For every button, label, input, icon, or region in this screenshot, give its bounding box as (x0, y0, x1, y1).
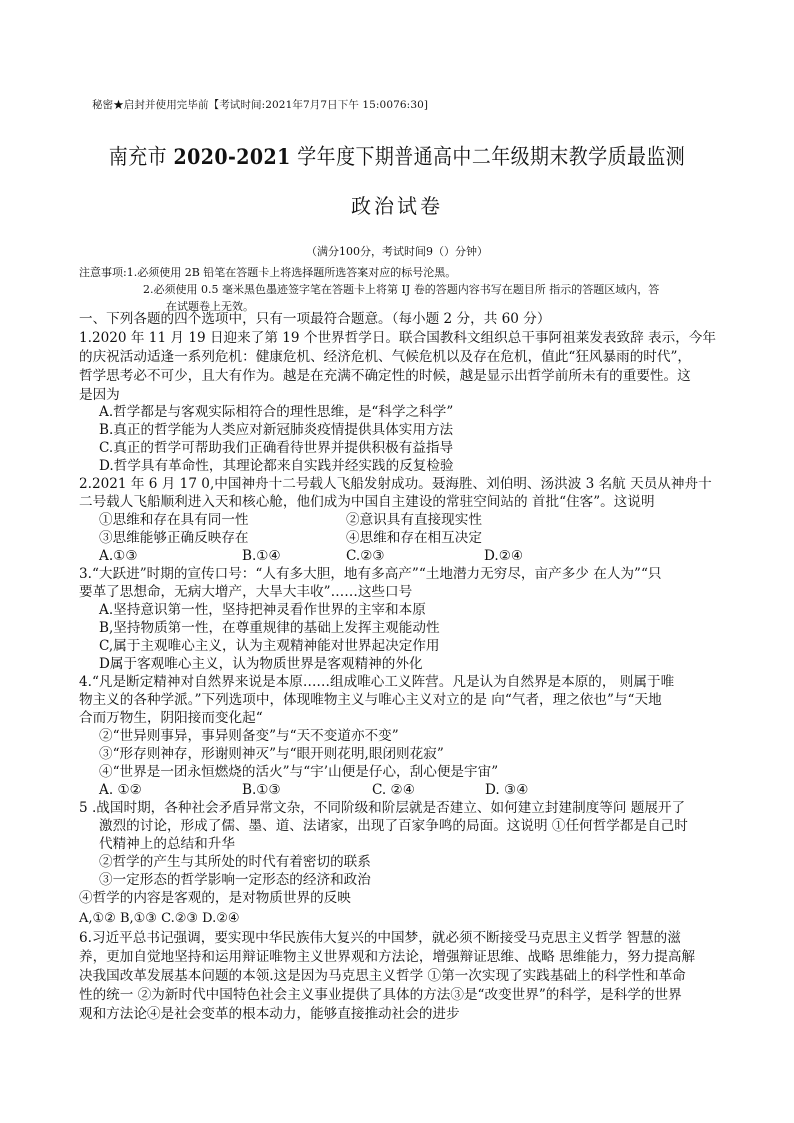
q4-choice-c: C. ②④ (372, 782, 415, 798)
q2-choice-b: B.①④ (242, 548, 281, 564)
q4-statement-4: ④“世界是一团永恒燃烧的活火”与“宇’山便是仔心，刮心便是宇宙” (99, 764, 499, 780)
q6-stem-line: 性的统一 ②为新时代中国特色社会主义事业提供了具体的方法③是“改变世界”的科学，是科学的世界 (79, 987, 682, 1003)
q3-option-d: D属于客观唯心主义，认为物质世界是客观精神的外化 (99, 656, 423, 672)
q4-choice-d: D. ③④ (485, 782, 529, 798)
q1-stem-line: 哲学思考必不可少，且大有作为。越是在充满不确定性的时候，越是显示出哲学前所未有的重要性。这 (79, 368, 691, 384)
q6-stem-line: 决我国改革发展基本问题的本领.这是因为马克思主义哲学 ①第一次实现了实践基础上的科学性和革命 (79, 968, 686, 984)
q4-stem-line: 4.“凡是断定精神对自然界来说是本原……组成唯心工义阵营。凡是认为自然界是本原的， 则属于唯 (79, 674, 675, 690)
notice-line-3: 在试题卷上无效。 (166, 300, 254, 313)
q1-option-d: D.哲学具有革命性，其理论都来自实践并经实践的反复检验 (99, 458, 454, 474)
q6-stem-line: 观和方法论④是社会变革的根本动力，能够直接推动社会的进步 (79, 1006, 460, 1022)
confidential-note: 秘密★启封并使用完毕前【考试时间:2021年7月7日下午 15:0076:30] (92, 99, 429, 111)
q2-statement-2: ②意识具有直接现实性 (346, 512, 482, 528)
title-year: 2020-2021 (173, 145, 291, 170)
q2-choice-a: A.①③ (99, 548, 138, 564)
q4-statement-3: ③“形存则神存，形谢则神灭”与“眼开则花明,眼闭则花寂” (99, 746, 444, 762)
q6-stem-line: 6.习近平总书记强调，要实现中华民族伟大复兴的中国梦，就必须不断接受马克思主义哲学 智慧的滋 (79, 930, 681, 946)
q2-statement-3: ③思维能够正确反映存在 (99, 530, 249, 546)
q1-stem-line: 1.2020 年 11 月 19 日迎来了第 19 个世界哲学日。联合国教科文组织总干事阿祖莱发表致辞 表示，今年 (79, 330, 716, 346)
q4-choice-a: A. ①② (99, 782, 142, 798)
q5-stem-line: 代精神上的总结和升华 (99, 836, 235, 852)
q3-stem-line: 要革了思想命，无病大增产，大旱大丰收”……这些口号 (79, 584, 413, 600)
q4-statement-2: ②“世异则事异，事异则备变”与“天不变道亦不变” (99, 728, 399, 744)
title-prefix: 南充市 (108, 145, 174, 170)
q3-stem-line: 3.“大跃进”时期的宣传口号：“人有多大胆，地有多高产”“土地潜力无穷尽，亩产多少 在人为”“只 (79, 566, 662, 582)
q6-stem-line: 养，更加自觉地坚持和运用辩证唯物主义世界观和方法论，增强辩证思维、战略 思维能力，努力提高解 (79, 949, 696, 965)
q2-stem-line: 2.2021 年 6 月 17 0,中国神舟十二号载人飞船发射成功。聂海胜、刘伯明、汤洪波 3 名航 天员从神舟十 (79, 476, 712, 492)
q5-choices: A,①② B,①③ C.②③ D.②④ (79, 911, 240, 926)
q4-choice-b: B.①③ (242, 782, 281, 798)
question-body (79, 0, 719, 1123)
score-info: （满分100分，考试时间9（）分钟） (306, 245, 488, 258)
q5-stem-line: 激烈的讨论，形成了儒、墨、道、法诸家，出现了百家争鸣的局面。这说明 ①任何哲学都是自己时 (99, 818, 688, 834)
q1-stem-line: 的庆祝活动适逢一系列危机：健康危机、经济危机、气候危机以及存在危机，值此“狂风暴雨的时代”， (79, 349, 692, 365)
q1-option-c: C.真正的哲学可帮助我们正确看待世界并提供积极有益指导 (99, 440, 454, 456)
section-heading: 一、下列各题的四个选项中，只有一项最符合题意。（每小题 2 分，共 60 分） (79, 311, 551, 327)
q5-statement-4: ④哲学的内容是客观的，是对物质世界的反映 (79, 890, 351, 906)
title-suffix: 学年度下期普通高中二年级期末教学质最监测 (290, 145, 686, 170)
q1-stem-line: 是因为 (79, 387, 120, 403)
q1-option-a: A.哲学都是与客观实际相符合的理性思维，是“科学之科学” (99, 404, 454, 420)
q2-choice-c: C.②③ (346, 548, 385, 564)
q3-option-c: C,属于主观唯心主义，认为主观精神能对世界起决定作用 (99, 638, 440, 654)
q2-choice-d: D.②④ (484, 548, 524, 564)
exam-subject: 政治试卷 (351, 194, 443, 218)
q3-option-b: B,坚持物质第一性，在尊重规律的基础上发挥主观能动性 (99, 620, 440, 636)
q2-stem-line: 二号载人飞船顺利进入天和核心舱，他们成为中国自主建设的常驻空间站的 首批“住客”。这说明 (79, 494, 655, 510)
q3-option-a: A.坚持意识第一性，坚持把神灵看作世界的主宰和本原 (99, 602, 426, 618)
q2-statement-4: ④思维和存在相互决定 (346, 530, 482, 546)
q4-stem-line: 合而万物生，阴阳接而变化起“ (79, 710, 263, 726)
q2-statement-1: ①思维和存在具有同一性 (99, 512, 249, 528)
notice-line-1: 注意事项:1.必须使用 2B 铅笔在答题卡上将选择题所选答案对应的标号沦黑。 (79, 266, 457, 279)
q5-stem-line: 5 .战国时期，各种社会矛盾异常文杂，不同阶级和阶层就是否建立、如何建立封建制度等问 题展开了 (79, 800, 686, 816)
q1-option-b: B.真正的哲学能为人类应对新冠肺炎疫情提供具体实用方法 (99, 422, 454, 438)
q5-statement-3: ③一定形态的哲学影响一定形态的经济和政治 (99, 872, 371, 888)
q5-statement-2: ②哲学的产生与其所处的时代有着密切的联系 (99, 854, 371, 870)
q4-stem-line: 物主义的各种学派。”下列选项中，体现唯物主义与唯心主义对立的是 向“气者，理之依也”与“天地 (79, 692, 662, 708)
notice-line-2: 2.必须使用 0.5 毫米黑色墨迹签字笔在答题卡上将第 IJ 卷的答题内容书写在题目所 指示的答题区域内，答 (143, 283, 660, 296)
